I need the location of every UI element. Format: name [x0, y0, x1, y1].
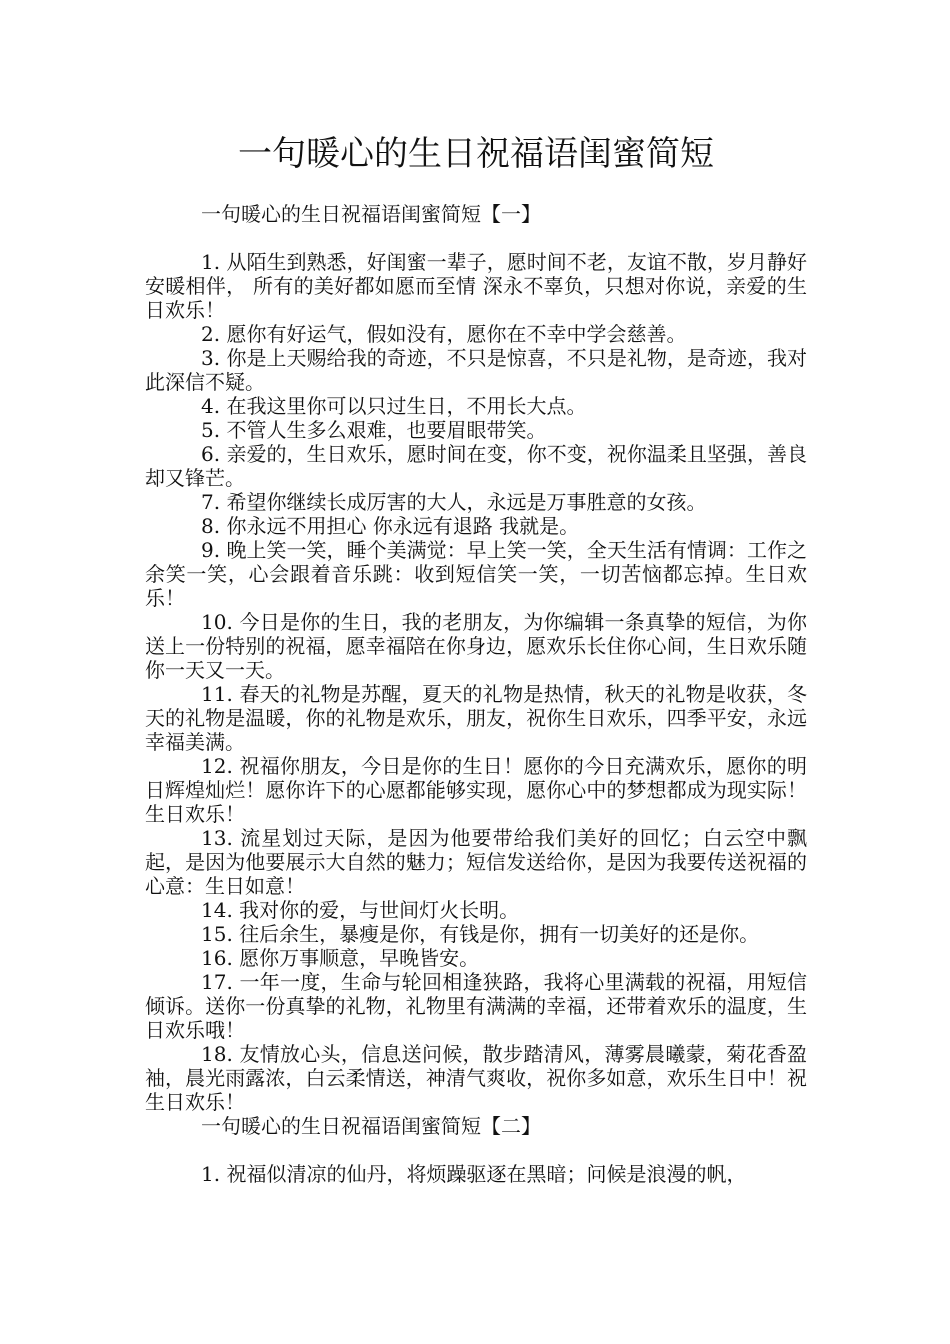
list-item: 2. 愿你有好运气，假如没有，愿你在不幸中学会慈善。 [201, 322, 687, 346]
list-item: 11. 春天的礼物是苏醒，夏天的礼物是热情，秋天的礼物是收获，冬天的礼物是温暖，你的礼物是欢乐，朋友，祝你生日欢乐，四季平安，永远幸福美满。 [145, 682, 807, 754]
blank-line [145, 1138, 807, 1162]
list-item: 12. 祝福你朋友，今日是你的生日！愿你的今日充满欢乐，愿你的明日辉煌灿烂！愿你许下的心愿都能够实现，愿你心中的梦想都成为现实际！生日欢乐！ [145, 754, 807, 826]
page-title: 一句暖心的生日祝福语闺蜜简短 [238, 134, 714, 174]
list-item: 10. 今日是你的生日，我的老朋友，为你编辑一条真挚的短信，为你送上一份特别的祝福，愿幸福陪在你身边，愿欢乐长住你心间，生日欢乐随你一天又一天。 [145, 610, 807, 682]
list-item: 15. 往后余生，暴瘦是你，有钱是你，拥有一切美好的还是你。 [201, 922, 760, 946]
section-one [145, 202, 807, 1114]
list-item: 6. 亲爱的，生日欢乐，愿时间在变，你不变，祝你温柔且坚强，善良却又锋芒。 [145, 442, 807, 490]
list-item: 18. 友情放心头，信息送问候，散步踏清风，薄雾晨曦蒙，菊花香盈袖，晨光雨露浓，白云柔情送，神清气爽收，祝你多如意，欢乐生日中！祝生日欢乐！ [145, 1042, 807, 1114]
blank-line [145, 226, 807, 250]
list-item: 7. 希望你继续长成厉害的大人，永远是万事胜意的女孩。 [201, 490, 707, 514]
list-item: 9. 晚上笑一笑，睡个美满觉：早上笑一笑，全天生活有情调：工作之余笑一笑，心会跟着音乐跳：收到短信笑一笑，一切苦恼都忘掉。生日欢乐！ [145, 538, 807, 610]
list-item: 16. 愿你万事顺意，早晚皆安。 [201, 946, 480, 970]
section-two-list [145, 1162, 807, 1186]
list-item: 14. 我对你的爱，与世间灯火长明。 [201, 898, 520, 922]
list-item: 5. 不管人生多么艰难，也要眉眼带笑。 [201, 418, 547, 442]
list-item: 4. 在我这里你可以只过生日，不用长大点。 [201, 394, 587, 418]
section-heading-two: 一句暖心的生日祝福语闺蜜简短【二】 [201, 1114, 541, 1138]
section-two [145, 1114, 807, 1186]
section-one-list [145, 250, 807, 1114]
section-heading-one: 一句暖心的生日祝福语闺蜜简短【一】 [201, 202, 541, 226]
list-item: 17. 一年一度，生命与轮回相逢狭路，我将心里满载的祝福，用短信倾诉。送你一份真挚的礼物，礼物里有满满的幸福，还带着欢乐的温度，生日欢乐哦！ [145, 970, 807, 1042]
list-item: 1. 从陌生到熟悉，好闺蜜一辈子，愿时间不老，友谊不散，岁月静好 安暖相伴， 所有的美好都如愿而至情 深永不辜负，只想对你说，亲爱的生日欢乐！ [145, 250, 807, 322]
list-item: 3. 你是上天赐给我的奇迹，不只是惊喜，不只是礼物，是奇迹，我对此深信不疑。 [145, 346, 807, 394]
list-item: 13. 流星划过天际，是因为他要带给我们美好的回忆；白云空中飘起，是因为他要展示大自然的魅力；短信发送给你，是因为我要传送祝福的心意：生日如意！ [145, 826, 807, 898]
list-item: 8. 你永远不用担心 你永远有退路 我就是。 [201, 514, 580, 538]
list-item: 1. 祝福似清凉的仙丹，将烦躁驱逐在黑暗；问候是浪漫的帆， [201, 1162, 747, 1186]
